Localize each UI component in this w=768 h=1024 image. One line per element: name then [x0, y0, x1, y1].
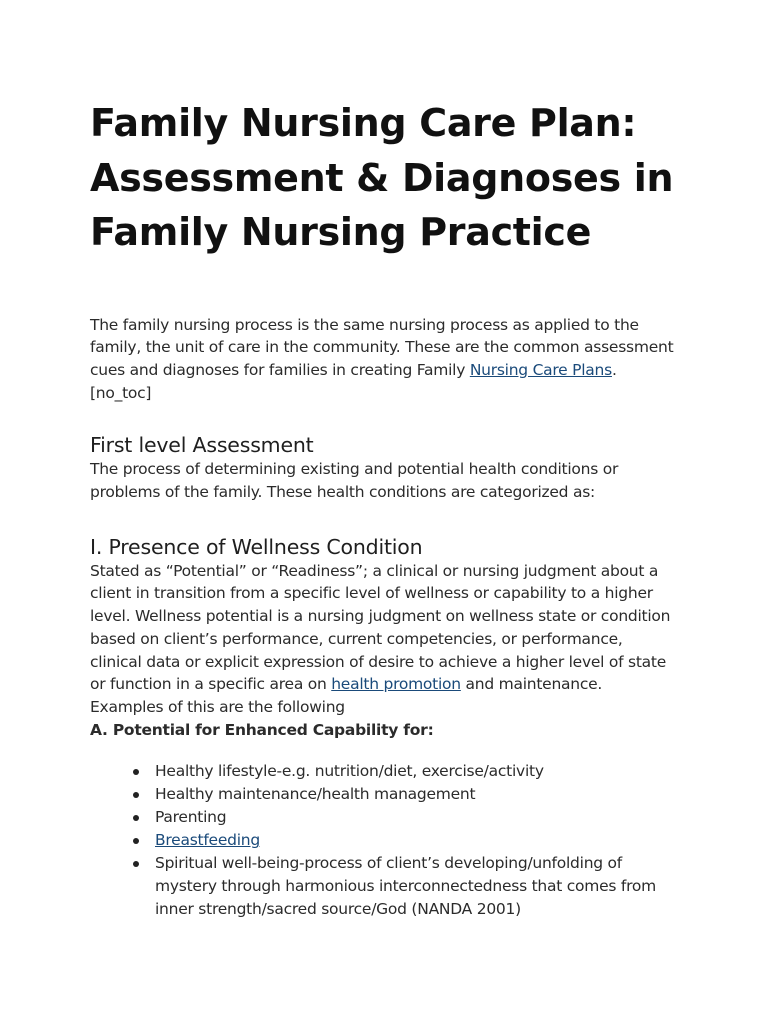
bullet-icon	[133, 815, 139, 821]
text-line: Stated as “Potential” or “Readiness”; a clinical or nursing judgment about a	[90, 561, 659, 580]
list-item	[90, 783, 690, 806]
bullet-icon	[133, 792, 139, 798]
text-line: inner strength/sacred source/God (NANDA 2001)	[155, 900, 521, 919]
list-item	[90, 829, 690, 852]
title-line: Assessment & Diagnoses in	[90, 155, 674, 200]
page-title	[90, 96, 690, 260]
list-item-text: Healthy lifestyle-e.g. nutrition/diet, exercise/activity	[155, 762, 544, 781]
text-fragment: cues and diagnoses for families in creating Family	[90, 360, 470, 379]
breastfeeding-link[interactable]: Breastfeeding	[155, 831, 260, 850]
text-line: problems of the family. These health conditions are categorized as:	[90, 483, 595, 502]
nursing-care-plans-link[interactable]: Nursing Care Plans	[469, 360, 612, 379]
capability-list	[90, 760, 690, 921]
bullet-icon	[133, 838, 139, 844]
first-level-paragraph	[90, 458, 690, 503]
text-line	[90, 359, 690, 382]
intro-paragraph	[90, 314, 690, 405]
text-fragment: or function in a specific area on	[90, 675, 332, 694]
text-line: The family nursing process is the same nursing process as applied to the	[90, 315, 639, 334]
text-line: based on client’s performance, current competencies, or performance,	[90, 629, 623, 648]
text-line	[90, 673, 690, 696]
wellness-paragraph	[90, 560, 690, 719]
text-line: mystery through harmonious interconnectedness that comes from	[155, 877, 656, 896]
list-item	[90, 806, 690, 829]
list-item	[90, 852, 690, 921]
list-item	[90, 760, 690, 783]
list-item-text: Healthy maintenance/health management	[155, 785, 476, 804]
bullet-icon	[133, 861, 139, 867]
article-body	[90, 96, 690, 921]
title-line: Family Nursing Practice	[90, 210, 592, 254]
bullet-icon	[133, 769, 139, 775]
text-line: family, the unit of care in the community. These are the common assessment	[90, 338, 674, 357]
text-line: level. Wellness potential is a nursing judgment on wellness state or condition	[90, 607, 671, 626]
title-line: Family Nursing Care Plan:	[90, 101, 637, 145]
text-line: Spiritual well-being-process of client’s developing/unfolding of	[155, 854, 622, 873]
text-fragment: and maintenance.	[460, 675, 603, 694]
text-line: The process of determining existing and potential health conditions or	[90, 460, 619, 479]
list-item-text: Parenting	[155, 808, 227, 827]
text-line: client in transition from a specific level of wellness or capability to a higher	[90, 584, 653, 603]
enhanced-capability-subheading: A. Potential for Enhanced Capability for:	[90, 720, 434, 739]
first-level-assessment-heading: First level Assessment	[90, 433, 314, 458]
text-line: Examples of this are the following	[90, 697, 345, 716]
wellness-condition-heading: I. Presence of Wellness Condition	[90, 534, 423, 559]
shortcode-text: [no_toc]	[90, 383, 152, 402]
text-fragment: .	[611, 360, 617, 379]
health-promotion-link[interactable]: health promotion	[331, 675, 461, 694]
text-line: clinical data or explicit expression of desire to achieve a higher level of state	[90, 652, 667, 671]
